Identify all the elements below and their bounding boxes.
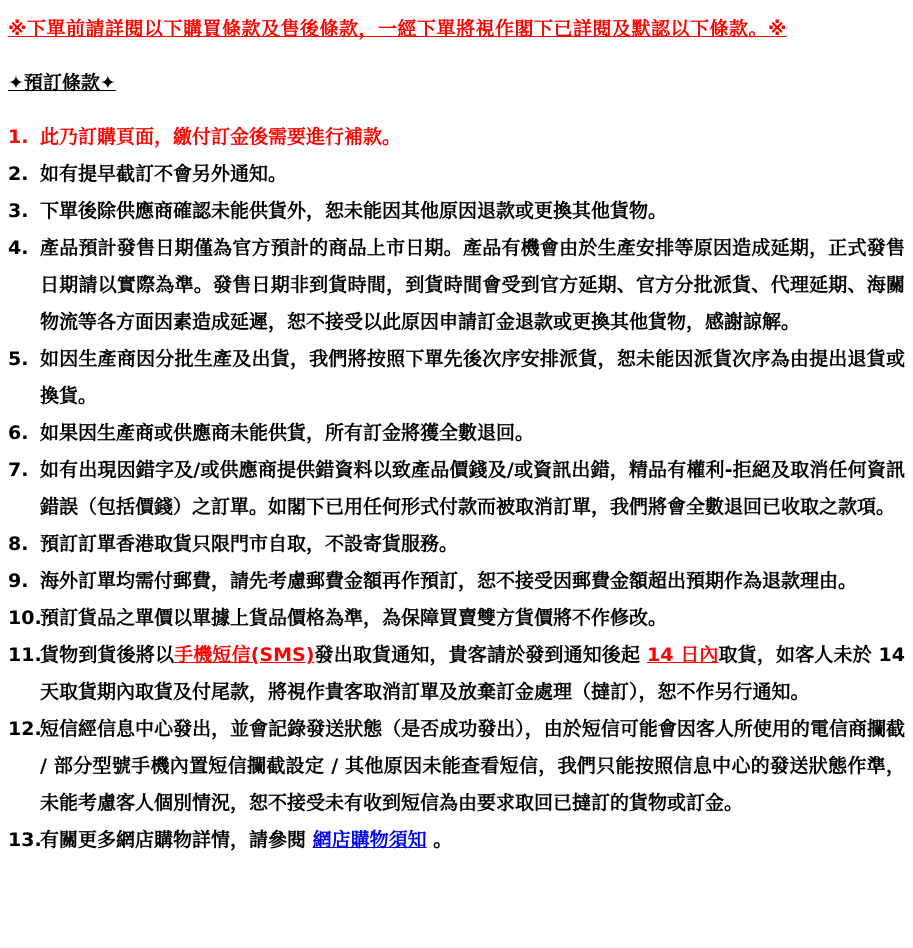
term-item xyxy=(8,600,905,637)
term-number: 7. xyxy=(8,459,29,482)
term-item xyxy=(8,637,905,711)
terms-list xyxy=(8,119,905,859)
term-text-segment: 貨物到貨後將以 xyxy=(40,644,175,667)
term-number: 5. xyxy=(8,348,29,371)
term-text xyxy=(40,563,905,600)
shop-notice-link[interactable]: 網店購物須知 xyxy=(312,829,427,852)
term-text-segment: 如因生產商因分批生產及出貨，我們將按照下單先後次序安排派貨，恕未能因派貨次序為由提出退貨或換貨。 xyxy=(40,348,905,408)
term-number: 9. xyxy=(8,570,29,593)
term-item xyxy=(8,526,905,563)
term-text xyxy=(40,119,905,156)
term-number: 1. xyxy=(8,126,29,149)
term-text-segment: 有關更多網店購物詳情，請參閱 xyxy=(40,829,313,852)
term-number: 11. xyxy=(8,644,42,667)
term-number: 12. xyxy=(8,718,42,741)
term-text xyxy=(40,341,905,415)
term-text xyxy=(40,230,905,341)
term-text-segment: 發出取貨通知，貴客請於發到通知後起 xyxy=(314,644,647,667)
term-number: 8. xyxy=(8,533,29,556)
term-text xyxy=(40,822,905,859)
term-item xyxy=(8,119,905,156)
term-item xyxy=(8,711,905,822)
section-title-preorder-terms: ✦預訂條款✦ xyxy=(8,72,116,95)
term-number: 4. xyxy=(8,237,29,260)
term-text-segment: 取貨，如客人未於 14 天取貨期內取貨及付尾款，將視作貴客取消訂單及放棄訂金處理（撻訂），恕不作另行通知。 xyxy=(40,644,905,704)
term-item xyxy=(8,563,905,600)
highlighted-text: 手機短信(SMS) xyxy=(174,644,315,667)
term-text-segment: 如有提早截訂不會另外通知。 xyxy=(40,163,288,186)
term-text-segment: 短信經信息中心發出，並會記錄發送狀態（是否成功發出），由於短信可能會因客人所使用的電信商攔截 / 部分型號手機內置短信攔截設定 / 其他原因未能查看短信，我們只能按照信息中心的發送狀態作準，未能考慮客人個別情況，恕不接受未有收到短信為由要求取回已撻訂的貨物或訂金。 xyxy=(40,718,905,815)
term-text xyxy=(40,711,905,822)
term-text-segment: 預訂訂單香港取貨只限門市自取，不設寄貨服務。 xyxy=(40,533,459,556)
term-text xyxy=(40,156,905,193)
term-text xyxy=(40,526,905,563)
term-text-segment: 。 xyxy=(426,829,453,852)
term-text-segment: 如果因生產商或供應商未能供貨，所有訂金將獲全數退回。 xyxy=(40,422,535,445)
term-text-segment: 如有出現因錯字及/或供應商提供錯資料以致產品價錢及/或資訊出錯，精品有權利-拒絕及取消任何資訊錯誤（包括價錢）之訂單。如閣下已用任何形式付款而被取消訂單，我們將會全數退回已收取之款項。 xyxy=(40,459,905,519)
term-text xyxy=(40,637,905,711)
term-text xyxy=(40,193,905,230)
term-text xyxy=(40,452,905,526)
term-text xyxy=(40,600,905,637)
term-text-segment: 下單後除供應商確認未能供貨外，恕未能因其他原因退款或更換其他貨物。 xyxy=(40,200,668,223)
term-number: 10. xyxy=(8,607,42,630)
term-number: 2. xyxy=(8,163,29,186)
term-item xyxy=(8,193,905,230)
term-text-segment: 產品預計發售日期僅為官方預計的商品上市日期。產品有機會由於生產安排等原因造成延期，正式發售日期請以實際為準。發售日期非到貨時間，到貨時間會受到官方延期、官方分批派貨、代理延期、海關物流等各方面因素造成延遲，恕不接受以此原因申請訂金退款或更換其他貨物，感謝諒解。 xyxy=(40,237,905,334)
term-item xyxy=(8,452,905,526)
term-item xyxy=(8,822,905,859)
term-number: 6. xyxy=(8,422,29,445)
term-item xyxy=(8,156,905,193)
term-item xyxy=(8,230,905,341)
term-text-segment: 此乃訂購頁面，繳付訂金後需要進行補款。 xyxy=(40,126,402,149)
highlighted-text: 14 日內 xyxy=(646,644,719,667)
term-item xyxy=(8,415,905,452)
term-item xyxy=(8,341,905,415)
terms-header: ※下單前請詳閱以下購買條款及售後條款，一經下單將視作閣下已詳閱及默認以下條款。※ xyxy=(8,18,787,40)
term-number: 13. xyxy=(8,829,42,852)
term-text-segment: 海外訂單均需付郵費，請先考慮郵費金額再作預訂，恕不接受因郵費金額超出預期作為退款理由。 xyxy=(40,570,858,593)
term-number: 3. xyxy=(8,200,29,223)
term-text xyxy=(40,415,905,452)
term-text-segment: 預訂貨品之單價以單據上貨品價格為準，為保障買賣雙方貨價將不作修改。 xyxy=(40,607,668,630)
